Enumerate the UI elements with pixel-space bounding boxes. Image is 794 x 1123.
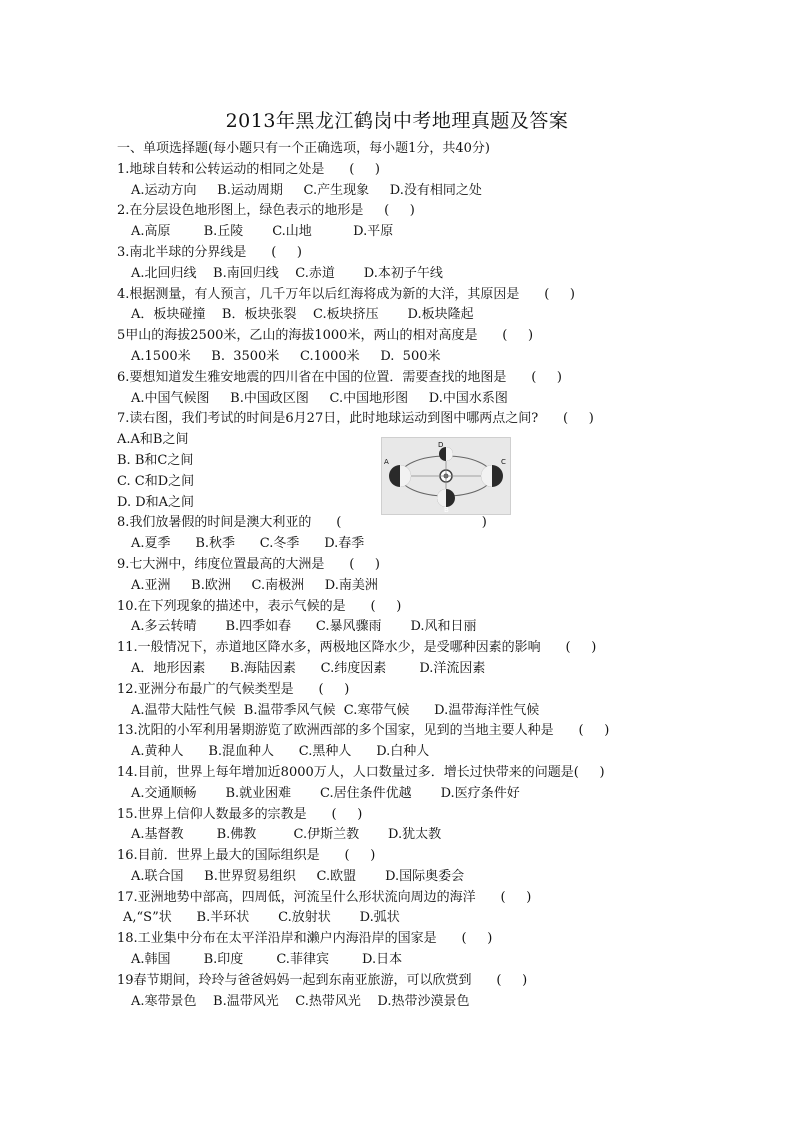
options-line: A.联合国 B.世界贸易组织 C.欧盟 D.国际奥委会 [131,868,465,884]
options-line: A．板块碰撞 B．板块张裂 C.板块挤压 D.板块隆起 [131,307,474,323]
options-line: A.韩国 B.印度 C.菲律宾 D.日本 [131,952,403,968]
question-line: 17.亚洲地势中部高，四周低，河流呈什么形状流向周边的海洋 ( ) [117,889,532,905]
question-line: 9.七大洲中，纬度位置最高的大洲是 ( ) [117,556,381,572]
label-c: C [501,458,506,466]
options-line: A.1500米 B. 3500米 C.1000米 D. 500米 [131,348,441,364]
question-line: 19春节期间，玲玲与爸爸妈妈一起到东南亚旅游，可以欣赏到 ( ) [117,972,528,988]
options-line: A.温带大陆性气候 B.温带季风气候 C.寒带气候 D.温带海洋性气候 [131,702,540,718]
label-b: B [444,506,449,514]
question-line: 7.读右图，我们考试的时间是6月27日，此时地球运动到图中哪两点之间? ( ) [117,411,594,427]
earth-orbit-figure [381,437,511,515]
question-line: 4.根据测量，有人预言，几千万年以后红海将成为新的大洋，其原因是 ( ) [117,286,576,302]
question-line: 13.沈阳的小军利用暑期游览了欧洲西部的多个国家，见到的当地主要人种是 ( ) [117,723,610,739]
options-line: A.夏季 B.秋季 C.冬季 D.春季 [131,536,365,552]
question-line: 18.工业集中分布在太平洋沿岸和濑户内海沿岸的国家是 ( ) [117,931,493,947]
options-line: A.高原 B.丘陵 C.山地 D.平原 [131,224,394,240]
orbit-diagram [382,438,510,514]
section-heading: 一、单项选择题(每小题只有一个正确选项，每小题1分，共40分) [117,141,490,156]
question-line: 15.世界上信仰人数最多的宗教是 ( ) [117,806,363,822]
document-title: 2013年黑龙江鹤岗中考地理真题及答案 [225,110,569,132]
options-line: A.黄种人 B.混血种人 C.黑种人 D.白种人 [131,744,430,760]
question-line: 3.南北半球的分界线是 ( ) [117,244,303,260]
options-line: A.中国气候图 B.中国政区图 C.中国地形图 D.中国水系图 [131,390,508,406]
question-line: 16.目前．世界上最大的国际组织是 ( ) [117,848,376,864]
question-line: 2.在分层设色地形图上，绿色表示的地形是 ( ) [117,203,415,219]
question-line: 14.目前，世界上每年增加近8000万人，人口数量过多．增长过快带来的问题是( ) [117,764,605,780]
label-a: A [384,458,389,466]
options-line: A.寒带景色 B.温带风光 C.热带风光 D.热带沙漠景色 [131,993,470,1009]
question-line: 5甲山的海拔2500米，乙山的海拔1000米，两山的相对高度是 ( ) [117,328,534,344]
question-list [117,139,677,1012]
options-line: A.基督教 B.佛教 C.伊斯兰教 D.犹太教 [131,827,442,843]
label-d: D [438,441,444,449]
options-line: A.北回归线 B.南回归线 C.赤道 D.本初子午线 [131,265,443,281]
options-line: A,“S”状 B.半环状 C.放射状 D.弧状 [123,910,400,926]
option-d: D. D和A之间 [117,494,195,510]
options-line: A．地形因素 B.海陆因素 C.纬度因素 D.洋流因素 [131,660,486,676]
question-line: 6.要想知道发生雅安地震的四川省在中国的位置．需要查找的地图是 ( ) [117,369,563,385]
option-b: B. B和C之间 [117,452,194,468]
question-line: 8.我们放暑假的时间是澳大利亚的 ( ) [117,515,487,531]
question-line: 10.在下列现象的描述中，表示气候的是 ( ) [117,598,402,614]
question-line: 11.一般情况下，赤道地区降水多，两极地区降水少，是受哪种因素的影响 ( ) [117,640,597,656]
option-a: A.A和B之间 [117,432,189,448]
options-line: A.亚洲 B.欧洲 C.南极洲 D.南美洲 [131,577,378,593]
options-line: A.运动方向 B.运动周期 C.产生现象 D.没有相同之处 [131,182,482,198]
question-line: 1.地球自转和公转运动的相同之处是 ( ) [117,161,381,177]
options-line: A.交通顺畅 B.就业困难 C.居住条件优越 D.医疗条件好 [131,785,520,801]
options-line: A.多云转晴 B.四季如春 C.暴风骤雨 D.风和日丽 [131,619,477,635]
question-line: 12.亚洲分布最广的气候类型是 ( ) [117,681,350,697]
option-c: C. C和D之间 [117,473,195,489]
